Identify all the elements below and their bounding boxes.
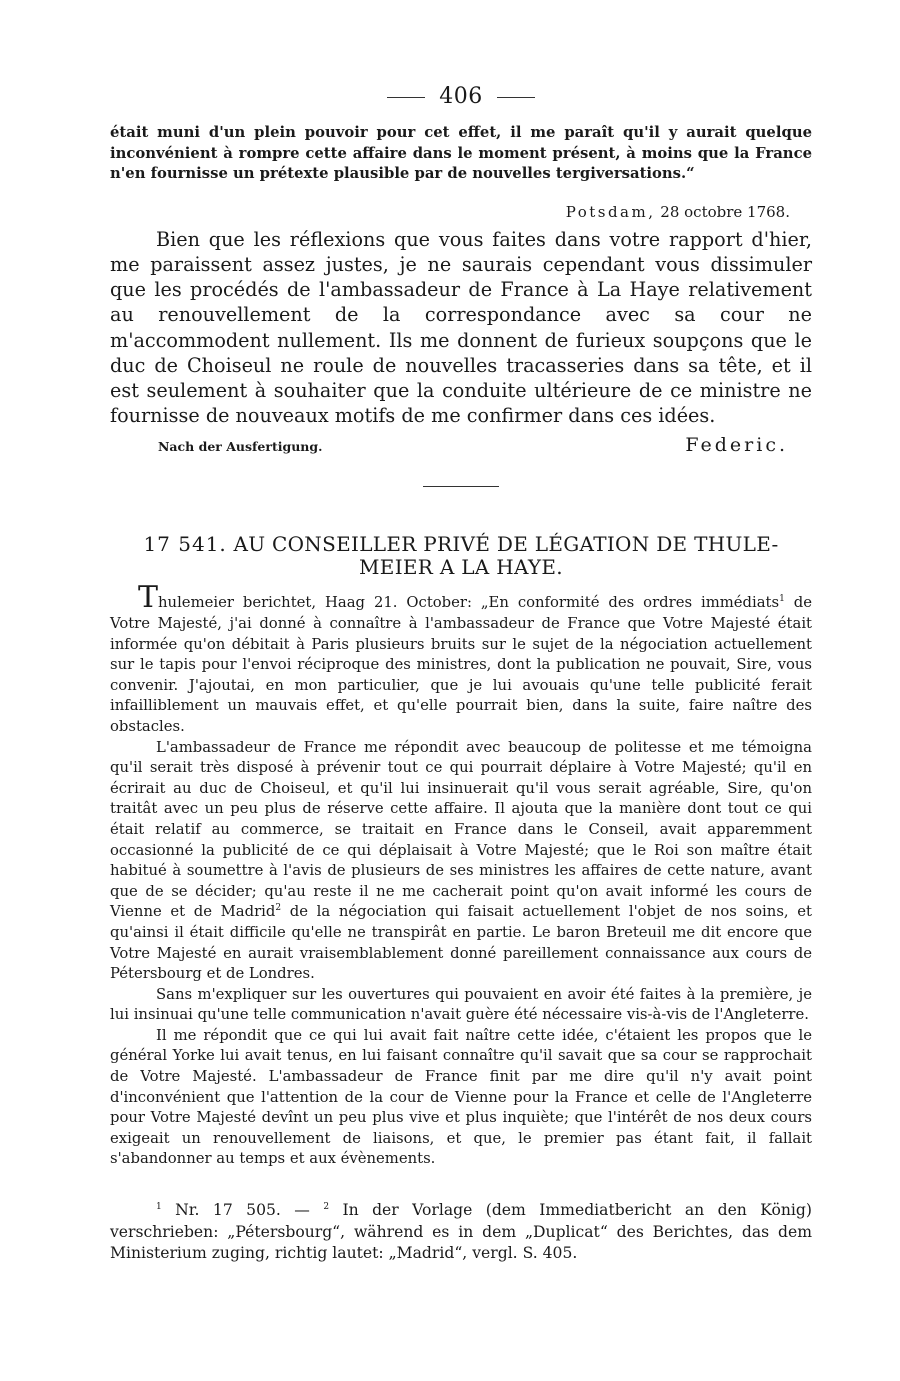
footnote-1-text: Nr. 17 505. — [161,1201,324,1220]
report-paragraph-1 [110,580,812,737]
section-divider [423,486,499,487]
source-note: Nach der Ausfertigung. [158,439,323,455]
letter-number: 17 541. [143,532,227,557]
footnote-ref-1: 1 [779,594,785,605]
footnote-2-text: In der Vorlage (dem Immediatbericht an den König) verschrieben: „Pétersbourg“, während es in dem „Duplicat“ des Berichtes, das dem Ministerium zuging, richtig lautet: „Madrid“, vergl. S. 405. [110,1201,812,1263]
report-paragraph-2 [110,738,812,985]
report-paragraph-2a: L'ambassadeur de France me répondit avec beaucoup de politesse et me témoigna qu'il serait très disposé à prévenir tout ce qui pourrait déplaire à Votre Majesté; qu'il en écrirait au duc de Choiseul, et qu'il lui insinuerait qu'il vous serait agréable, Sire, qu'on traitât avec un peu plus de réserve cette affaire. Il ajouta que la manière dont tout ce qui était relatif au commerce, se traitait en France dans le Conseil, avait apparemment occasionné la publicité de ce qui déplaisait à Votre Majesté; que le Roi son maître était habitué à soumettre à l'avis de plusieurs de ses ministres les affaires de cette nature, avant que de se décider; qu'au reste il ne me cacherait point qu'on avait informé les cours de Vienne et de Madrid [110,738,812,921]
heading-line-2: MEIER A LA HAYE. [359,555,563,580]
dateline-place: Potsdam, [565,202,656,221]
letter-body: Bien que les réflexions que vous faites dans votre rapport d'hier, me paraissent assez justes, je ne saurais cependant vous dissimuler que les procédés de l'ambassadeur de France à La Haye relativement au renouvellement de la correspondance avec sa cour ne m'accommodent nullement. Ils me donnent de furieux soupçons que le duc de Choiseul ne roule de nouvelles tracasseries dans sa tête, et il est seulement à souhaiter que la conduite ultérieure de ce ministre ne fournisse de nouveaux motifs de me confirmer dans ces idées. [110,227,812,428]
dateline [110,203,790,221]
page-number-dash-right [497,97,535,98]
page-number [110,84,812,109]
page [110,84,812,1265]
continuation-paragraph: était muni d'un plein pouvoir pour cet effet, il me paraît qu'il y aurait quelque inconvénient à rompre cette affaire dans le moment présent, à moins que la France n'en fournisse un prétexte plausible par de nouvelles tergiversations.“ [110,124,812,183]
page-number-text: 406 [439,84,483,109]
report-paragraph-1-text: hulemeier berichtet, Haag 21. October: „En conformité des ordres immédiats [158,594,780,612]
section-heading [110,533,812,579]
drop-cap: T [138,580,159,616]
page-number-dash-left [387,97,425,98]
footnote-text [110,1200,812,1265]
signature-row [110,434,812,456]
signature: Federic. [685,434,788,457]
footnote-ref-2: 2 [275,903,282,914]
report-paragraph-1-cont: de Votre Majesté, j'ai donné à connaître à l'ambassadeur de France que Votre Majesté était informée qu'on débitait à Paris plusieurs bruits sur le sujet de la négociation actuellement sur le tapis pour l'envoi réciproque des ministres, dont la publication ne pouvait, Sire, vous convenir. J'ajoutai, en mon particulier, que je lui avouais qu'une telle publicité ferait infailliblement un mauvais effet, et qu'elle pourrait bien, dans la suite, faire naître des obstacles. [110,594,812,735]
heading-title: AU CONSEILLER PRIVÉ DE LÉGATION DE THULE- [233,532,779,557]
report-paragraph-2b: de la négociation qui faisait actuellement l'objet de nos soins, et qu'ainsi il était difficile qu'elle ne transpirât en partie. Le baron Breteuil me dit encore que Votre Majesté en aurait vraisemblablement donné pareillement connaissance aux cours de Pétersbourg et de Londres. [110,903,812,983]
report-paragraph-4: Il me répondit que ce qui lui avait fait naître cette idée, c'étaient les propos que le général Yorke lui avait tenus, en lui faisant connaître qu'il savait que sa cour se rapprochait de Votre Majesté. L'ambassadeur de France finit par me dire qu'il n'y avait point d'inconvénient que l'attention de la cour de Vienne pour la France et celle de l'Angleterre pour Votre Majesté devînt un peu plus vive et plus inquiète; que l'intérêt de nos deux cours exigeait un renouvellement de liaisons, et que, le premier pas étant fait, il fallait s'abandonner au temps et aux évènements. [110,1026,812,1168]
footnote-marker-1: 1 [156,1201,162,1212]
dateline-date: 28 octobre 1768. [660,202,790,221]
report-paragraph-3: Sans m'expliquer sur les ouvertures qui pouvaient en avoir été faites à la première, je lui insinuai qu'une telle communication n'avait guère été nécessaire vis-à-vis de l'Angleterre. [110,985,812,1024]
footnotes [110,1200,812,1265]
footnote-marker-2: 2 [323,1201,330,1212]
heading-line-1 [110,533,812,556]
